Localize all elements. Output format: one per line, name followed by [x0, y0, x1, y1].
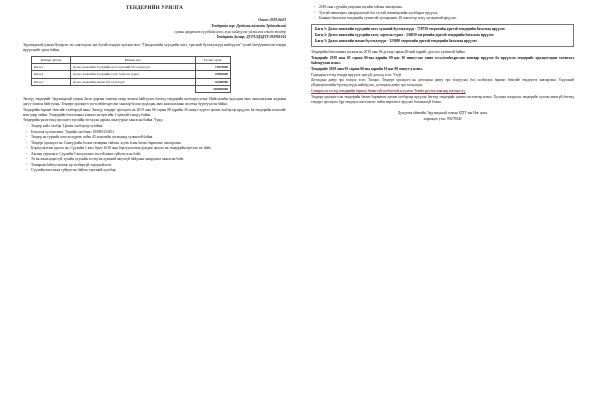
document-title: ТЕНДЕРИЙН УРИЛГА	[125, 6, 184, 11]
tender-name-line-2: сумын цэцэрлэгт хүүхдийн хоол, хүнс нийлүүлэх үйлчилгээ сонгох тендер	[174, 29, 286, 34]
guarantee-box	[311, 24, 574, 47]
table-header-cell: Төсөвт өртөг	[195, 57, 230, 64]
body-paragraph: Тендерийн үнэлгээнд оролцогч хуулийн этгээд нь дараах шалгуурыг хангасан байна. Үүнд:	[23, 118, 164, 123]
tender-name-line-1: Тендерийн нэр: Дундговь аймгийн Эрдэнэдалай	[211, 23, 286, 28]
requirements-list-continued	[311, 5, 574, 21]
list-item: - Тендер хийх хэлбэр: Цахим хэлбэрээр тухайна.	[31, 124, 286, 129]
body-paragraph: Тендерийн баталгааны хугацаа нь 2019 оны 06 дугаар сарын 20-ний өдрийг дуустал хүчинтэй байна.	[311, 50, 466, 55]
body-paragraph: Сонирхсон этгээд тендерийн баримт бичигтэй холбоотой асуултыг Tender.gov.mn хаягаар илгээнэ үү.	[311, 89, 466, 94]
table-header-cell: Багцын нэр	[70, 57, 195, 64]
body-paragraph: Тендерийн баримт бичгийг төлбөргүй авна. Энэхүү тендерт оролцогч нь 2019 оны 06 сарын 08 өдрийн 30 минут хүртэл цахим хэлбэрээр ирүүлэх ба тендерийн нээлтийг мөн өдөр хийнэ. Тендерийн баталгааны хэмжээ нь өртгийн 1 хувьтай тэнцүү байна.	[23, 107, 286, 117]
body-paragraph: Дотоодын давуу эрх тооцох эсэх: Тооцно. Тендерт оролцогч нь дотоодын давуу эрх тооцуулах бол холбогдох баримт бичгийг тендертээ хавсаргана. Үндэсний үйлдвэрлэгчийн бүтээгдэхүүн нийлүүлэх, дотоодын давуу эрх тооцогдох.	[311, 78, 574, 88]
body-paragraph: Тендерт оролцогч нь тендерийн бичиг баримтыг цахим хэлбэрээр ирүүлэх бөгөөд тендерийг цахим системээр нээнэ. Хугацаа хоцорсон тендерийг хүлээн авахгүй бөгөөд тендерт оролцогч бүр тендерээ илгээснээс хойш өөрчлөлт оруулах боломжгүй болно.	[311, 94, 574, 104]
list-item: - Эх нь ажилладаггүй, тухайн хуулийн этгээд нь хүнсний аюулгүй байдлын шаардлага хангасан байх.	[31, 157, 286, 162]
table-header-cell: Багцын дугаар	[32, 57, 71, 64]
list-item: - Татварын байгууллагаас өр төлбөргүй тодорхойлолт.	[31, 163, 286, 168]
table-total-cell: 106840000	[195, 85, 230, 92]
table-row	[32, 64, 231, 71]
right-page	[304, 0, 581, 400]
table-cell: Багц-2	[32, 71, 71, 78]
table-cell: 71875000	[195, 64, 230, 71]
intro-paragraph: Эрдэнэдалай сумын Цэцэрлэг нь сонгогдсон эрх бүхий тендерт оролцогчоос "Цэцэрлэгийн хүүхдийн хоол, хүнсний бүтээгдэхүүн нийлүүлэх" тухай битүүмжилсэн тендер ирүүлэхийг урьж байна.	[23, 43, 286, 53]
list-item: - Тендер нь түүнийг нээсэн өдрөөс хойш 45 хоногийн хугацаанд хүчинтэй байна.	[31, 135, 286, 140]
body-paragraph: Тендерийг 2019 оны 05 сарын 06-ны өдрийн 10 цаг 00 минут-д нээнэ.	[311, 66, 423, 71]
left-page	[16, 0, 293, 400]
body-paragraph: Гадаадын этгээд тендер ирүүлэх эрхгүй, дотоод эсэх: Үгүй	[311, 72, 401, 77]
body-paragraph: Энэхүү тендерийг Эрдэнэдалай сумын Засаг даргын тамгын газар зохион байгуулах бөгөөд тендерийн шалгарууллтыг Нийслэлийн худалдан авах ажиллагааны журмын дагуу зохион байгуулна. Тендерт оролцогч www.tender.gov.mn хаягаар болон худалдан авах ажиллагааны системд бүртгүүлсэн байна.	[23, 97, 286, 106]
table-cell: 23605000	[195, 71, 230, 78]
body-paragraph: Тендерийг 2019 оны 05 сарын 06-ны өдрийн 09 цаг 30 минут-аас өмнө www.tender.gov.mn хаягаар ирүүлэх ба ирүүлсэн тендерийг оролцогчдын төлөөлөл байлцуулан нээнэ.	[311, 56, 574, 65]
lots-table	[31, 56, 231, 93]
table-total-row	[32, 85, 231, 92]
list-item: - Ажлын туршлага: Сүүлийн 3 жилд ижил төстэй ажил гүйцэтгэсэн байх.	[31, 152, 286, 157]
table-cell: Долоо хоногийн хүүхдийн талх, хэрчсэн гурил	[70, 71, 195, 78]
guarantee-line: Багц-1: Долоо хоногийн хүүхдийн хоол хүнсний бүтээгдэхүүн - 718750 төгрөгийн дүнтэй тендерийн баталгаа ирүүлэх	[315, 26, 505, 31]
guarantee-line: Багц-3: Долоо хоногийн махан бүтээгдэхүүн - 323000 төгрөгийн дүнтэй тендерийн баталгаа ирүүлэх	[315, 38, 477, 43]
table-row	[32, 71, 231, 78]
list-item: - Сүүлийн жил ажил гүйцэтгэж байгаа гэрээний хуулбар.	[31, 168, 286, 173]
phone-line: харилцах утас: 89279040	[423, 116, 462, 121]
date-line: Огноо: 2019.04.03	[258, 17, 286, 22]
table-cell: Багц-3	[32, 78, 71, 85]
list-item: - Банкны баталгааг тендерийн хүчинтэй хугацаанаас 28 хоногоор илүү хугацаатай ирүүлэх.	[319, 16, 574, 21]
table-row	[32, 78, 231, 85]
table-cell: 32300000	[195, 78, 230, 85]
list-item: - Тендерт оролцогч нь Санхүүгийн болон татварын тайлан, хууль ёсны бичиг баримтыг хавсаргана.	[31, 141, 286, 146]
table-cell: Багц-1	[32, 64, 71, 71]
guarantee-line: Багц-2: Долоо хоногийн хүүхдийн талх, хэрчсэн гурил - 236050 төгрөгийн дүнтэй тендерийн баталгаа ирүүлэх	[315, 32, 494, 37]
table-cell: Долоо хоногийн хүүхдийн хоол хүнсний бүтээгдэхүүн	[70, 64, 195, 71]
list-item: - Тусгай зөвшөөрөл шаардлагатай бол тусгай зөвшөөрлийн хуулбарыг ирүүлэх.	[319, 11, 574, 16]
table-cell: Долоо хоногийн махан бүтээгдэхүүн	[70, 78, 195, 85]
table-header-row	[32, 57, 231, 64]
signature-block	[311, 111, 574, 122]
list-item: - Баталгаа хүлээн авах: Төрийн сан банк: 100081355401	[31, 130, 286, 135]
tender-number-line: Тендерийн дугаар: ДУГАЭДЗДТГ/201901014	[216, 35, 286, 40]
requirements-list	[23, 124, 286, 173]
list-item: - Борлуулалтын орлого нь: Сүүлийн 1 жил буюу 2018 оны борлуулалтын дундаж орлого нь тендерийн өртгөөс их байх.	[31, 146, 286, 151]
list-item: - 2018 оны сүүлийн улирлын эцсийн тайлан хавсаргана.	[319, 5, 574, 10]
signature-line: Дундговь аймгийн Эрдэнэдалай сумын ЗДТГ-ын Нэг цонх	[397, 110, 488, 115]
